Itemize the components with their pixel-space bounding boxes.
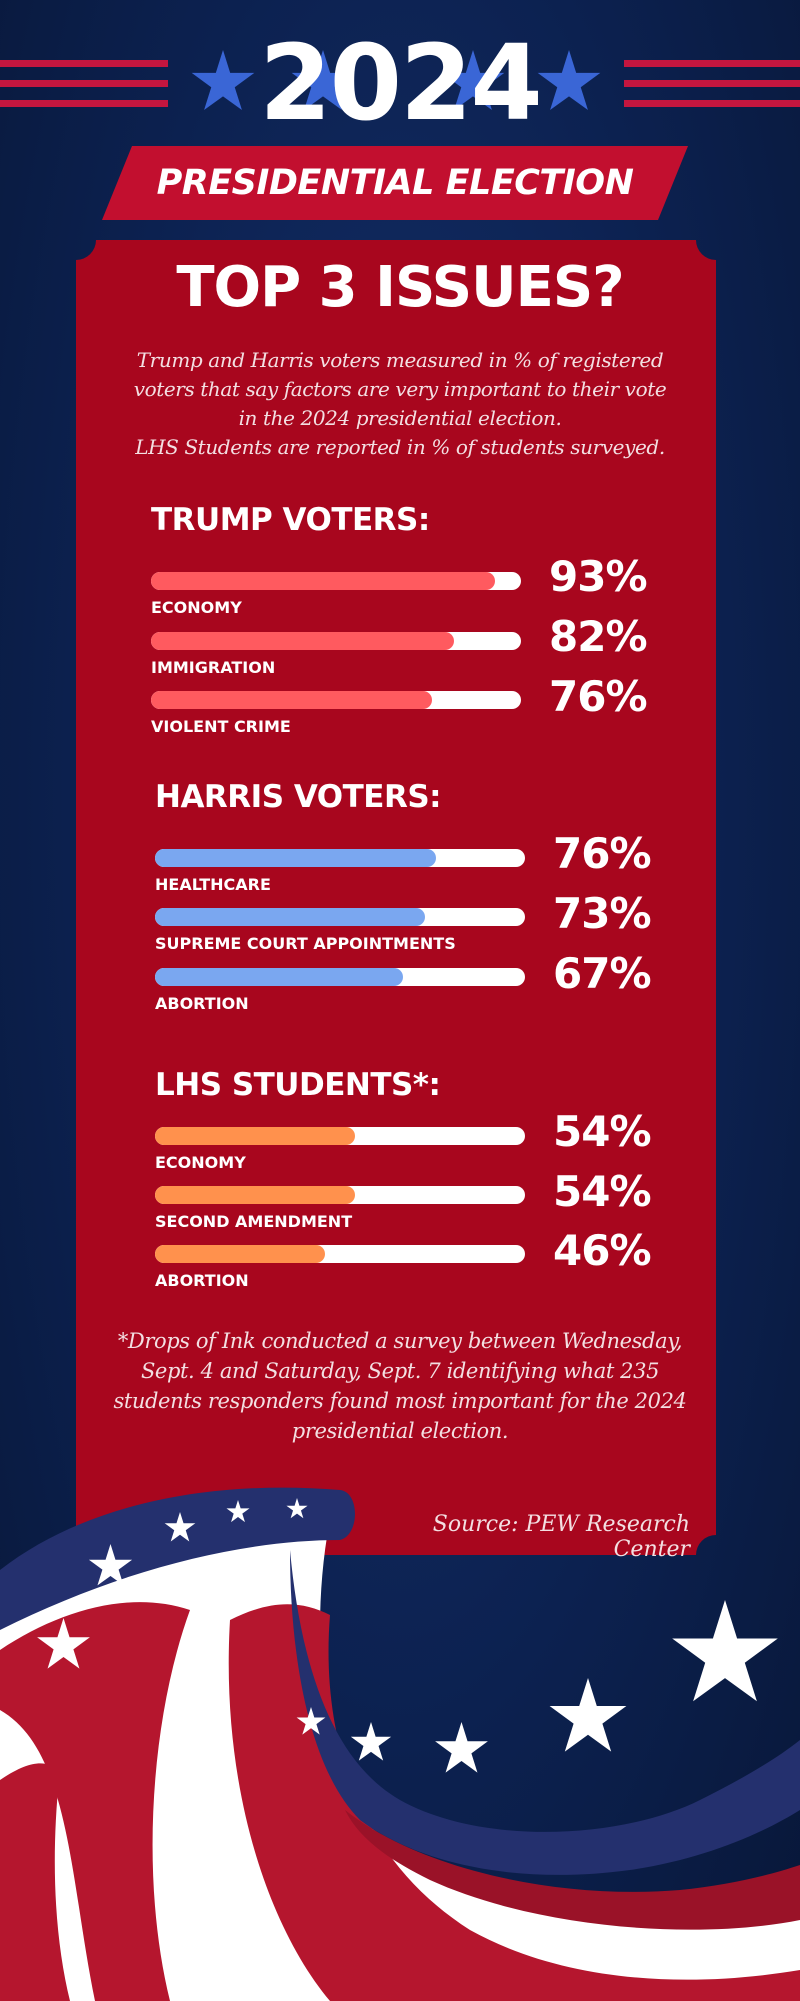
- intro-text: [130, 346, 670, 462]
- bar-label: ABORTION: [155, 994, 249, 1013]
- bar-label: ECONOMY: [155, 1153, 246, 1172]
- bar-fill: [151, 632, 454, 650]
- bar-value: 54%: [553, 1107, 651, 1156]
- bar-track: [151, 691, 521, 709]
- bar-label: ECONOMY: [151, 598, 242, 617]
- bar-fill: [155, 1186, 355, 1204]
- flag-star: [435, 1722, 488, 1773]
- bar-fill: [151, 572, 495, 590]
- bar-fill: [155, 968, 403, 986]
- banner-title: PRESIDENTIAL ELECTION: [156, 163, 634, 203]
- bar-label: VIOLENT CRIME: [151, 717, 291, 736]
- bar-fill: [155, 849, 436, 867]
- bar-label: SUPREME COURT APPOINTMENTS: [155, 934, 456, 953]
- bar-fill: [155, 1127, 355, 1145]
- bar-track: [155, 1245, 525, 1263]
- bar-label: HEALTHCARE: [155, 875, 271, 894]
- flag-star: [550, 1678, 627, 1752]
- bar-value: 67%: [553, 949, 651, 998]
- bar-label: ABORTION: [155, 1271, 249, 1290]
- section-heading-students: LHS STUDENTS*:: [155, 1067, 441, 1103]
- bar-fill: [155, 908, 425, 926]
- bar-value: 46%: [553, 1226, 651, 1275]
- source-credit: Source: PEW Research Center: [432, 1512, 690, 1562]
- bar-track: [155, 908, 525, 926]
- bar-track: [155, 849, 525, 867]
- bar-track: [155, 1186, 525, 1204]
- year-heading: 2024: [259, 22, 541, 144]
- section-heading-trump: TRUMP VOTERS:: [151, 502, 430, 538]
- intro-line: LHS Students are reported in % of students surveyed.: [135, 435, 665, 459]
- section-heading-harris: HARRIS VOTERS:: [155, 779, 442, 815]
- page-title: TOP 3 ISSUES?: [176, 255, 624, 320]
- bar-fill: [151, 691, 432, 709]
- election-banner: [102, 146, 688, 220]
- flag-star: [672, 1600, 778, 1701]
- bar-value: 76%: [553, 829, 651, 878]
- bar-value: 76%: [549, 672, 647, 721]
- bar-fill: [155, 1245, 325, 1263]
- bar-value: 54%: [553, 1167, 651, 1216]
- bar-value: 93%: [549, 552, 647, 601]
- bar-track: [155, 1127, 525, 1145]
- bar-value: 73%: [553, 889, 651, 938]
- bar-track: [151, 632, 521, 650]
- bar-label: SECOND AMENDMENT: [155, 1212, 353, 1231]
- flag-star: [351, 1722, 391, 1761]
- survey-footnote: *Drops of Ink conducted a survey between Wednesday, Sept. 4 and Saturday, Sept. 7 identifying what 235 students responders found most important for the 2024 presidential election.: [113, 1329, 687, 1443]
- bar-value: 82%: [549, 612, 647, 661]
- bar-track: [151, 572, 521, 590]
- intro-line: Trump and Harris voters measured in % of registered voters that say factors are very important to their vote in the 2024 presidential election.: [133, 348, 667, 430]
- bar-track: [155, 968, 525, 986]
- bar-label: IMMIGRATION: [151, 658, 276, 677]
